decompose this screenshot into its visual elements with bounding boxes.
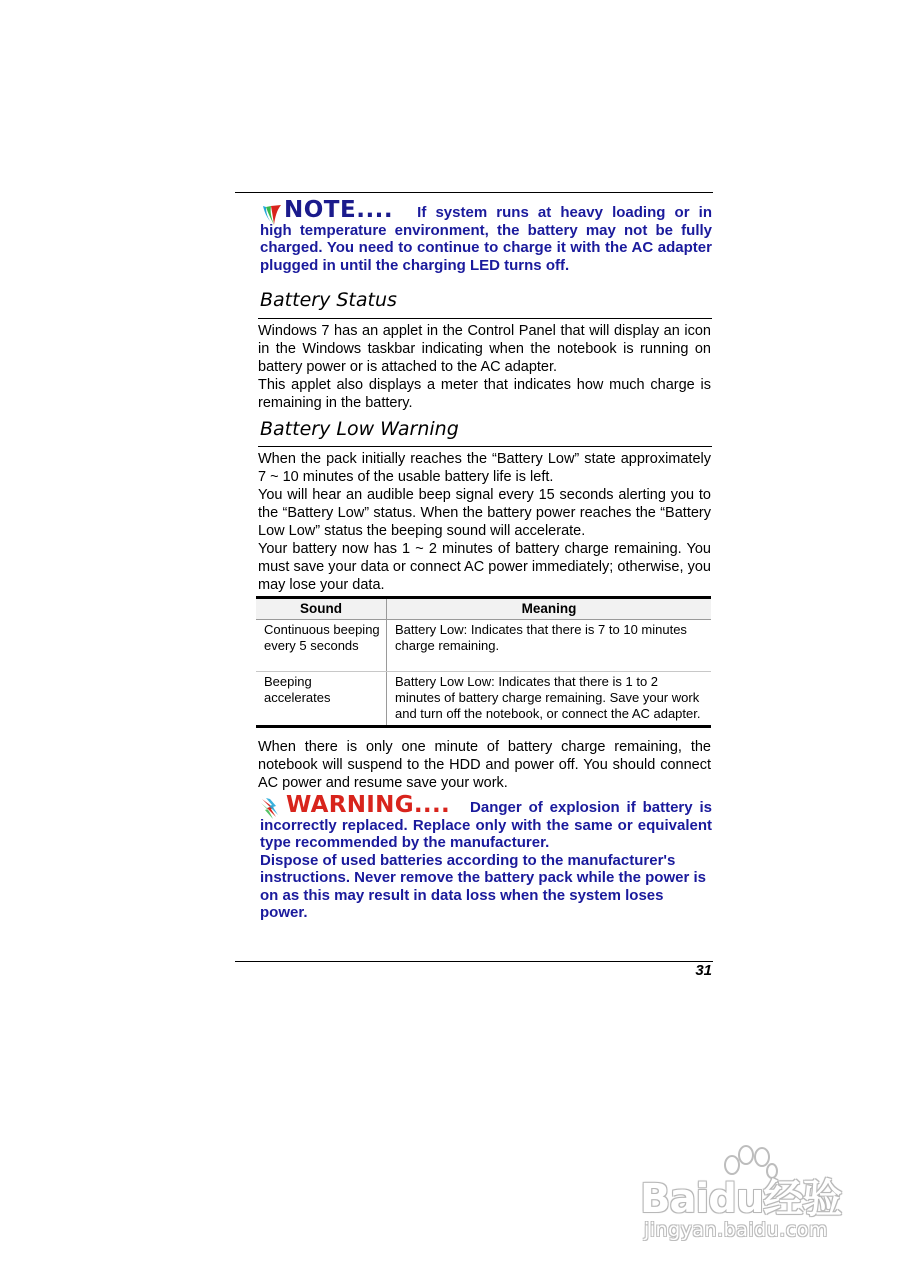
warning-bolt-icon: [260, 797, 284, 821]
note-callout: [260, 197, 712, 274]
column-header-sound: Sound: [256, 598, 387, 620]
sound-meaning-table: [256, 596, 711, 728]
paragraph: Your battery now has 1 ~ 2 minutes of battery charge remaining. You must save your data or connect AC power immediately; otherwise, you may lose your data.: [258, 541, 711, 593]
top-rule: [235, 192, 713, 193]
meaning-cell: Battery Low Low: Indicates that there is 1 to 2 minutes of battery charge remaining. Save your work and turn off the notebook, or connect the AC adapter.: [387, 672, 712, 727]
meaning-cell: Battery Low: Indicates that there is 7 to 10 minutes charge remaining.: [387, 620, 712, 672]
paragraph: When the pack initially reaches the “Battery Low” state approximately 7 ~ 10 minutes of the usable battery life is left.: [258, 451, 711, 485]
warning-text-2: Dispose of used batteries according to the manufacturer's instructions. Never remove the battery pack while the power is on as this may result in data loss when the system loses power.: [260, 851, 706, 921]
sound-cell: Continuous beeping every 5 seconds: [256, 620, 387, 672]
warning-text-1: Danger of explosion if battery is incorrectly replaced. Replace only with the same or equivalent type recommended by the manufacturer.: [260, 799, 712, 851]
warning-logo: [260, 792, 451, 818]
battery-status-body: [258, 322, 711, 412]
paragraph: When there is only one minute of battery charge remaining, the notebook will suspend to the HDD and power off. You should connect AC power and resume save your work.: [258, 739, 711, 791]
table-header-row: [256, 598, 711, 620]
watermark-url: jingyan.baidu.com: [644, 1219, 828, 1241]
watermark: [640, 1145, 855, 1250]
note-logo: [260, 197, 394, 223]
note-swoosh-icon: [260, 204, 282, 226]
battery-status-rule: [258, 318, 712, 319]
table-row: [256, 672, 711, 727]
table-row: [256, 620, 711, 672]
note-label: NOTE....: [284, 197, 394, 223]
battery-low-warning-rule: [258, 446, 712, 447]
battery-low-warning-body: [258, 450, 711, 594]
sound-cell: Beeping accelerates: [256, 672, 387, 727]
paragraph: You will hear an audible beep signal every 15 seconds alerting you to the “Battery Low” status. When the battery power reaches the “Battery Low Low” status the beeping sound will accelerate.: [258, 487, 711, 539]
column-header-meaning: Meaning: [387, 598, 712, 620]
page-number: 31: [695, 962, 712, 979]
warning-callout: [260, 792, 712, 922]
warning-label: WARNING....: [286, 792, 451, 818]
paragraph: This applet also displays a meter that indicates how much charge is remaining in the battery.: [258, 377, 711, 411]
paragraph: Windows 7 has an applet in the Control Panel that will display an icon in the Windows taskbar indicating when the notebook is running on battery power or is attached to the AC adapter.: [258, 323, 711, 375]
battery-status-heading: Battery Status: [260, 289, 397, 311]
note-text: If system runs at heavy loading or in high temperature environment, the battery may not be fully charged. You need to continue to charge it with the AC adapter plugged in until the charging LED turns off.: [260, 204, 712, 274]
after-table-paragraph: [258, 738, 711, 792]
battery-low-warning-heading: Battery Low Warning: [260, 418, 459, 440]
bottom-rule: [235, 961, 713, 962]
watermark-brand: Baidu经验: [640, 1176, 842, 1222]
